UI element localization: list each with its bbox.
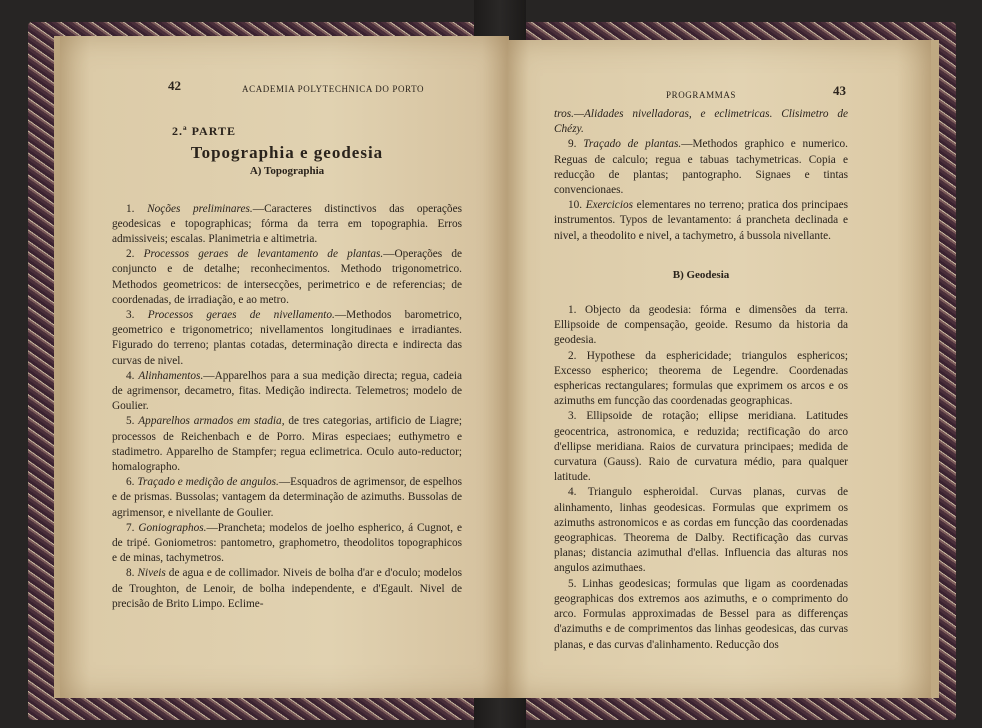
- paragraph-body: —Apparelhos para a sua medição directa; regua, cadeia de agrimensor, decametro, fitas. Medição indirecta. Telemetros; modelo de Goulier.: [112, 369, 463, 413]
- right-a-paragraph: [554, 137, 848, 198]
- paragraph-number: 5.: [568, 577, 583, 590]
- paragraph-heading: Traçado de plantas.: [583, 138, 682, 151]
- subsection-topographia: A) Topographia: [249, 165, 325, 178]
- right-b-paragraph: [554, 303, 848, 349]
- section-title: Topographia e geodesia: [190, 143, 384, 163]
- paragraph-heading: Goniographos.: [138, 521, 207, 534]
- paragraph-body: Triangulo espheroidal. Curvas planas, curvas de alinhamento, linhas geodesicas. Formulas que exprimem os azimuths astronomicos e as cordas em funcção das coordenadas geographicas. Theorema de Dalby. Rectificação das curvas planas; distancia azimuthal d'ellas. Influencia das alturas nos angulos azimuthaes.: [554, 486, 848, 575]
- right-paragraph-list-a: [554, 137, 848, 243]
- paragraph-number: 1.: [126, 202, 148, 215]
- paragraph-heading: Alinhamentos.: [138, 369, 204, 382]
- paragraph-number: 2.: [126, 248, 144, 261]
- left-page-number: 42: [168, 78, 181, 93]
- left-paragraph: [112, 521, 462, 567]
- paragraph-body: —Methodos graphico e numerico. Reguas de calculo; regua e tabuas tachymetricas. Copia e reducção de plantas; pantographo. Signaes e tintas convencionaes.: [554, 138, 849, 197]
- right-b-paragraph: [554, 349, 848, 410]
- paragraph-number: 7.: [126, 521, 139, 534]
- paragraph-body: Hypothese da esphericidade; triangulos esphericos; Excesso espherico; theorema de Legendre. Coordenadas esphericas rectangulares; formulas que exprimem os arcos e os azimuths em funcção das coordenadas geographicas.: [554, 349, 848, 408]
- continuation-paragraph: tros.—Alidades nivelladoras, e eclimetricas. Clisimetro de Chézy.: [554, 108, 848, 136]
- left-paragraph: [112, 247, 462, 308]
- paragraph-number: 3.: [568, 410, 587, 423]
- left-paragraph: [112, 414, 462, 475]
- left-paragraph-list: [112, 202, 462, 612]
- right-b-paragraph: [554, 577, 848, 653]
- right-b-paragraph: [554, 485, 848, 576]
- left-header: [112, 80, 462, 102]
- paragraph-body: de tres categorias, artificio de Liagre; processos de Reichenbach e de Porro. Miras especiaes; euthymetro e stadimetro. Apparelho de Stampfer; regua eclimetrica. Oculo auto-reductor; homalographo.: [112, 415, 462, 474]
- paragraph-body: —Prancheta; modelos de joelho espherico, á Cugnot, e de tripé. Goniometros: pantometro, graphometro, theodolitos topographicos e de minas, tachymetros.: [112, 521, 463, 565]
- paragraph-number: 4.: [126, 369, 139, 382]
- right-page-text: [554, 85, 848, 653]
- paragraph-number: 9.: [568, 138, 584, 151]
- paragraph-number: 3.: [126, 309, 148, 322]
- paragraph-heading: Traçado e medição de angulos.: [137, 476, 279, 489]
- paragraph-body: —Esquadros de agrimensor, de espelhos e de prismas. Bussolas; vantagem da determinação de azimuths. Bussolas de agrimensor, e nivellante de Goulier.: [112, 476, 463, 519]
- paragraph-body: de agua e de collimador. Niveis de bolha d'ar e d'oculo; modelos de Troughton, de Lenoir, de bolha independente, e d'Egault. Nivel de precisão de Brito Limpo. Eclime-: [112, 567, 462, 610]
- paragraph-heading: Processos geraes de nivellamento.: [147, 309, 335, 322]
- paragraph-number: 1.: [568, 304, 586, 317]
- paragraph-body: Ellipsoide de rotação; ellipse meridiana. Latitudes geocentrica, astronomica, e reduzida; rectificação do arco d'ellipse meridiana. Raios de curvatura principaes; medida de curvatura (Gauss). Raio de curvatura médio, para qualquer latitude.: [554, 410, 849, 484]
- paragraph-heading: Niveis: [137, 567, 166, 580]
- paragraph-heading: Processos geraes de levantamento de plantas.: [143, 248, 384, 261]
- right-paragraph-list-b: [554, 303, 848, 653]
- left-paragraph: [112, 566, 462, 612]
- paragraph-heading: Apparelhos armados em stadia,: [138, 415, 285, 428]
- left-paragraph: [112, 475, 462, 521]
- left-paragraph: [112, 369, 462, 415]
- paragraph-heading: Exercicios: [585, 199, 634, 212]
- right-running-head: PROGRAMMAS: [666, 90, 737, 100]
- right-a-paragraph: [554, 198, 848, 244]
- paragraph-number: 8.: [126, 567, 138, 580]
- paragraph-number: 2.: [568, 349, 587, 362]
- subsection-geodesia: B) Geodesia: [672, 268, 730, 281]
- paragraph-number: 5.: [126, 415, 139, 428]
- left-paragraph: [112, 202, 462, 248]
- paragraph-heading: Noções preliminares.: [147, 202, 253, 215]
- paragraph-body: Objecto da geodesia: fórma e dimensões da terra. Ellipsoide de compensação, geoide. Resumo da historia da geodesia.: [554, 304, 848, 347]
- paragraph-number: 6.: [126, 476, 138, 489]
- paragraph-number: 4.: [568, 486, 588, 499]
- paragraph-body: —Caracteres distinctivos das operações geodesicas e topographicas; fórma da terra em topographia. Erros admissiveis; escalas. Planimetria e altimetria.: [112, 202, 462, 246]
- paragraph-body: —Methodos barometrico, geometrico e trigonometrico; nivellamentos longitudinaes e irradiantes. Figurado do terreno; plantas cotadas, determinação directa e indirecta das curvas de nivel.: [112, 309, 462, 367]
- right-b-paragraph: [554, 409, 848, 485]
- paragraph-body: —Operações de conjuncto e de detalhe; reconhecimentos. Methodo trigonometrico. Methodos geometricos: de intersecções, perimetrico e de referencias; de coordenadas, de irradiação, e ao metro.: [112, 248, 463, 306]
- paragraph-body: elementares no terreno; pratica dos principaes instrumentos. Typos de levantamento: á prancheta declinada e nivel, a theodolito e nivel, a tachymetro, á bussola nivellante.: [554, 199, 848, 242]
- right-header: [554, 85, 848, 107]
- paragraph-number: 10.: [568, 199, 586, 212]
- left-paragraph: [112, 308, 462, 369]
- paragraph-body: Linhas geodesicas; formulas que ligam as coordenadas geographicas dos extremos aos azimuths, e o comprimento do arco. Formulas approximadas de Bessel para as differenças d'azimuths e de comprimentos das linhas geodesicas, das curvas planas, e das curvas d'alinhamento. Reducção dos: [554, 577, 848, 651]
- part-heading: 2.ª PARTE: [172, 124, 236, 138]
- right-page-number: 43: [833, 83, 846, 98]
- left-running-head: ACADEMIA POLYTECHNICA DO PORTO: [242, 84, 425, 94]
- left-page-text: [112, 80, 462, 612]
